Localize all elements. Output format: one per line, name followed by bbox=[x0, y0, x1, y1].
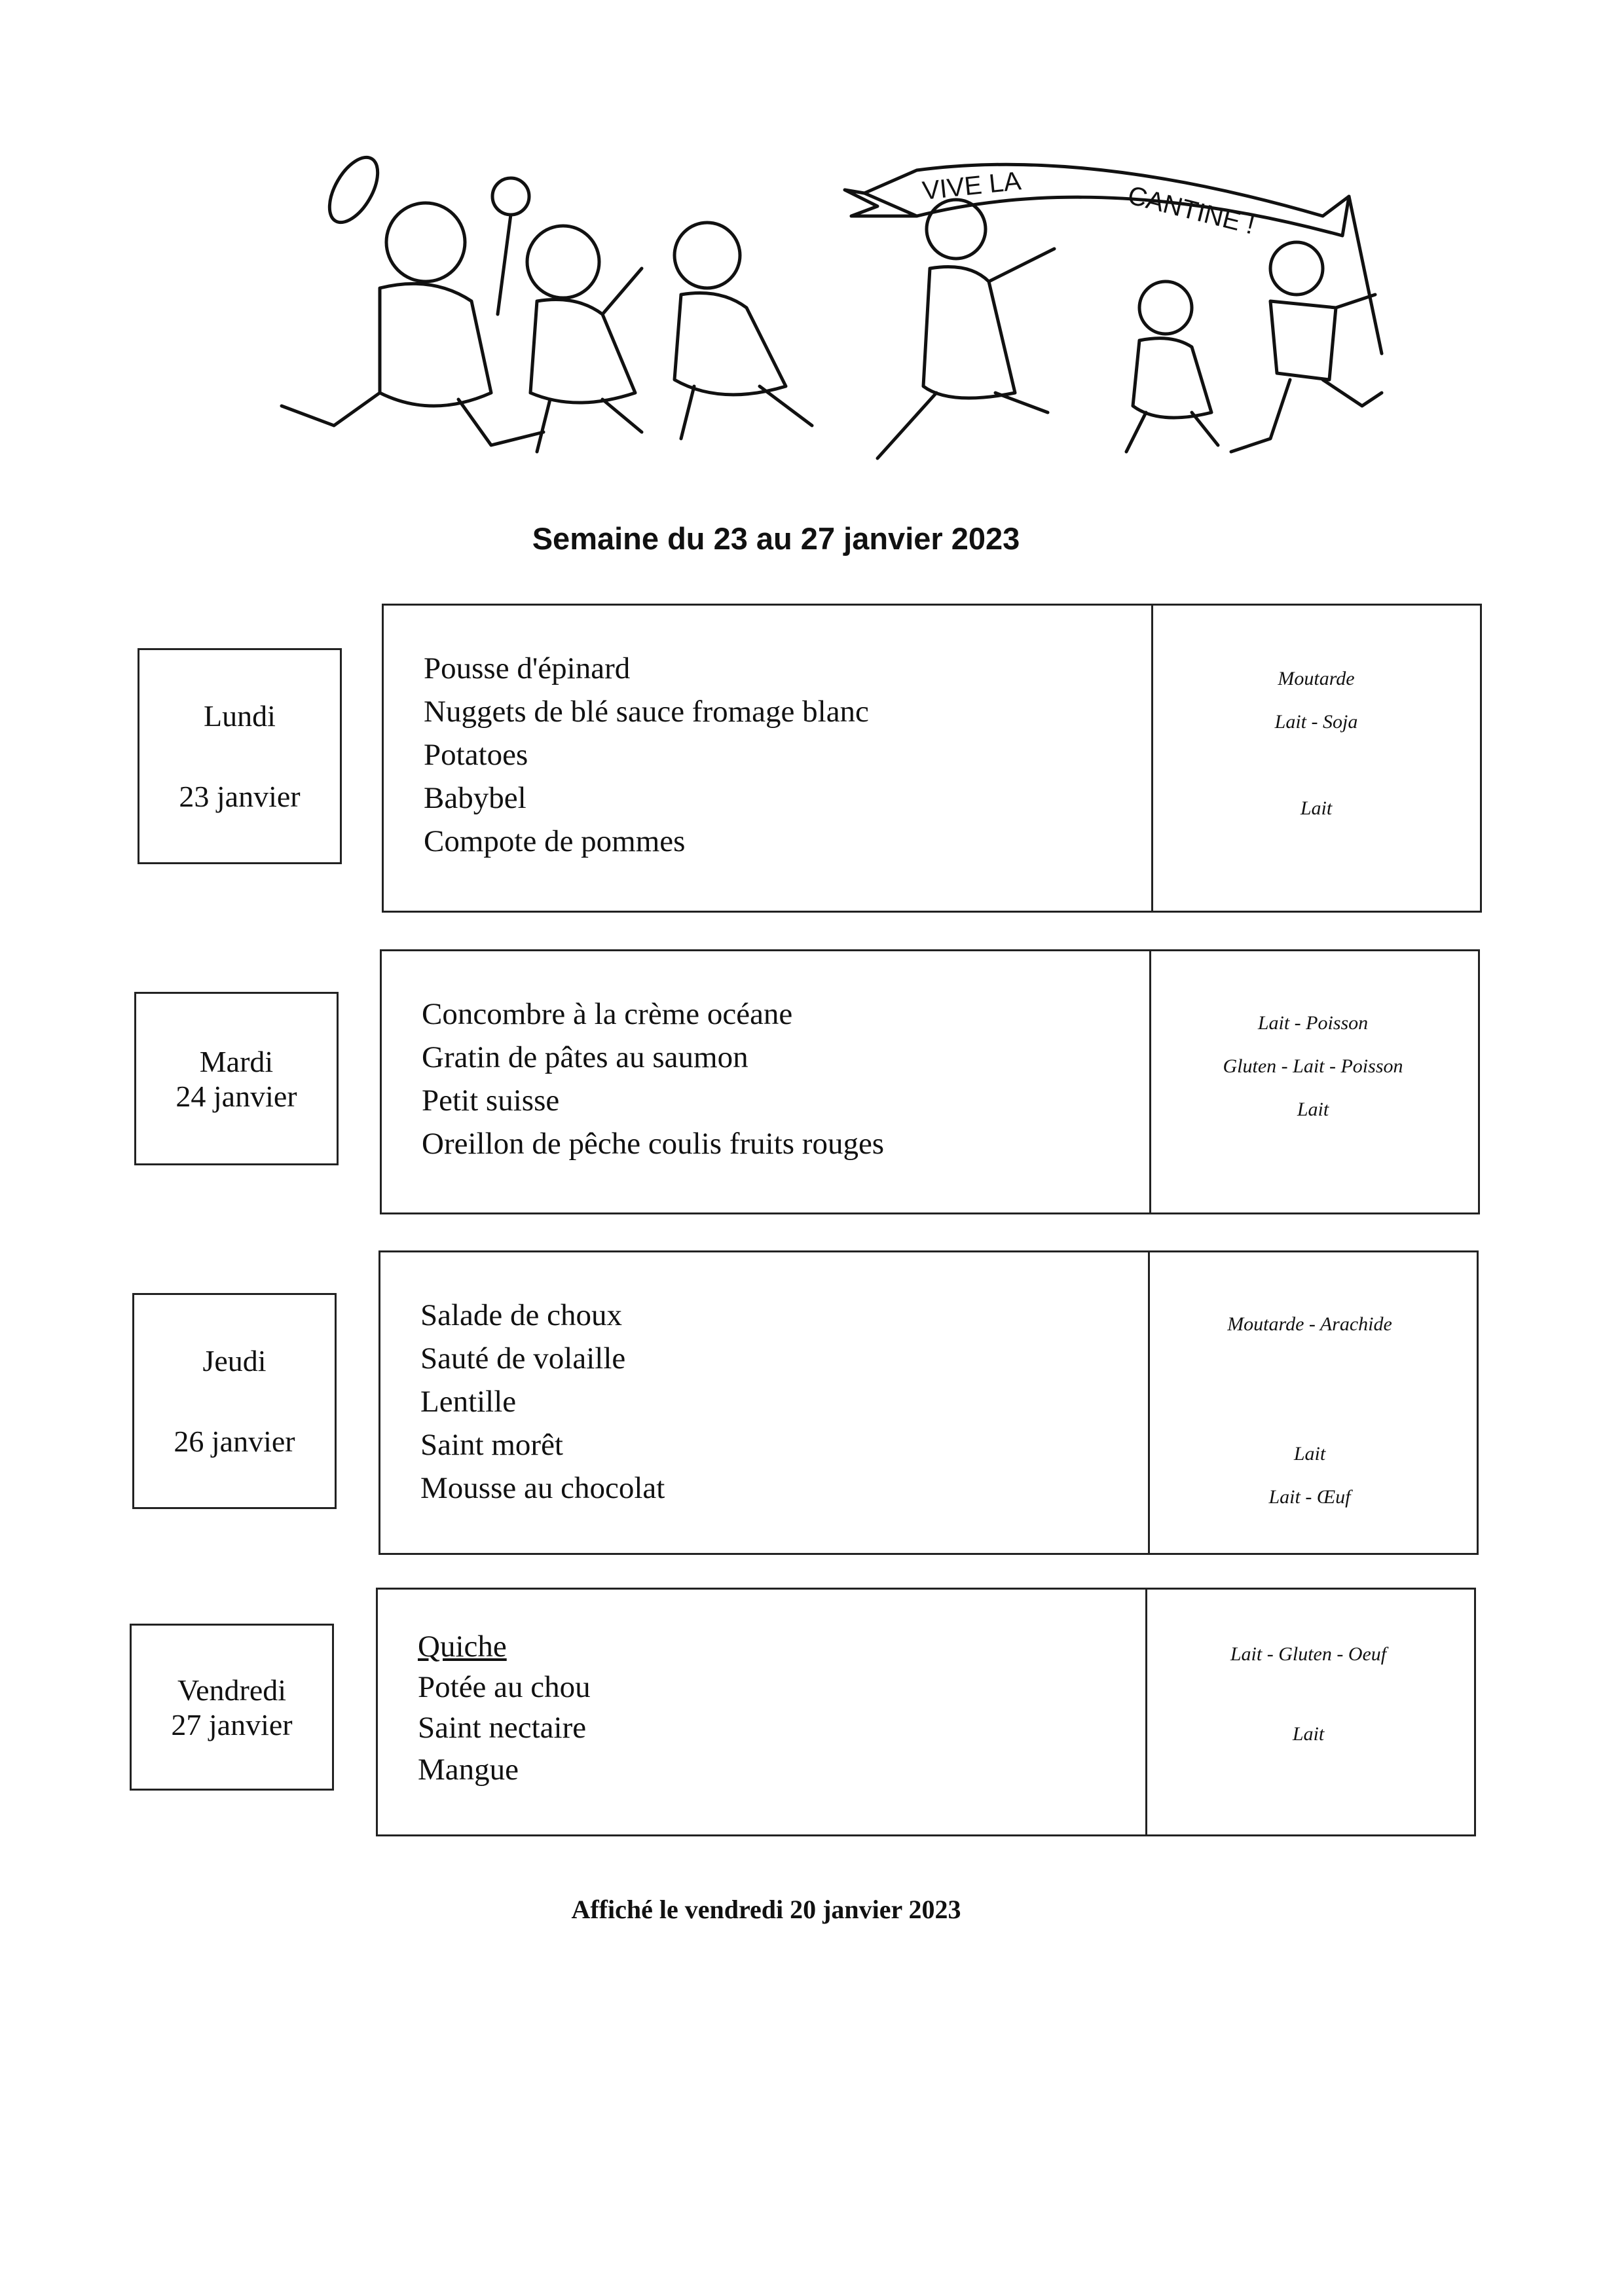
day-name: Vendredi bbox=[177, 1673, 287, 1707]
column-divider bbox=[1151, 606, 1153, 911]
dish-item: Sauté de volaille bbox=[420, 1341, 626, 1376]
dish-item: Salade de choux bbox=[420, 1298, 623, 1332]
cantine-banner-illustration bbox=[183, 144, 1414, 484]
banner-text-cantine: CANTINE ! bbox=[1124, 181, 1258, 240]
allergen-label: Moutarde - Arachide bbox=[1227, 1313, 1392, 1335]
allergen-label: Moutarde bbox=[1278, 668, 1355, 689]
day-date: 27 janvier bbox=[171, 1707, 293, 1741]
dish-item: Mousse au chocolat bbox=[420, 1471, 665, 1505]
dish-item: Babybel bbox=[424, 781, 526, 815]
allergen-label: Lait - Œuf bbox=[1268, 1486, 1351, 1508]
posted-date-footer: Affiché le vendredi 20 janvier 2023 bbox=[571, 1895, 961, 1924]
dish-item: Oreillon de pêche coulis fruits rouges bbox=[422, 1127, 885, 1161]
day-name: Mardi bbox=[199, 1044, 274, 1078]
dish-item: Petit suisse bbox=[422, 1084, 560, 1118]
day-box-jeudi bbox=[132, 1293, 337, 1509]
allergen-label: Lait - Soja bbox=[1274, 711, 1358, 733]
day-box-mardi bbox=[134, 992, 339, 1165]
allergen-label: Lait - Poisson bbox=[1257, 1012, 1369, 1034]
allergen-label: Lait - Gluten - Oeuf bbox=[1230, 1643, 1387, 1665]
day-name: Lundi bbox=[204, 699, 276, 733]
week-title: Semaine du 23 au 27 janvier 2023 bbox=[532, 521, 1020, 556]
dish-item: Lentille bbox=[420, 1385, 517, 1419]
dish-item: Saint morêt bbox=[420, 1428, 563, 1462]
dish-item: Gratin de pâtes au saumon bbox=[422, 1040, 748, 1074]
menu-box-lundi bbox=[382, 604, 1482, 913]
allergen-label: Lait bbox=[1300, 797, 1333, 819]
column-divider bbox=[1149, 951, 1151, 1212]
allergen-label: Lait bbox=[1293, 1443, 1326, 1465]
day-date: 26 janvier bbox=[174, 1425, 295, 1458]
dish-item: Mangue bbox=[418, 1753, 519, 1787]
column-divider bbox=[1145, 1590, 1147, 1834]
day-name: Jeudi bbox=[202, 1344, 267, 1377]
allergen-label: Gluten - Lait - Poisson bbox=[1223, 1055, 1403, 1077]
dish-item: Saint nectaire bbox=[418, 1711, 587, 1745]
allergen-label: Lait bbox=[1292, 1723, 1325, 1745]
dish-item: Pousse d'épinard bbox=[424, 651, 631, 685]
dish-item: Nuggets de blé sauce fromage blanc bbox=[424, 695, 869, 729]
allergen-label: Lait bbox=[1297, 1099, 1329, 1120]
day-box-vendredi bbox=[130, 1624, 334, 1791]
day-date: 23 janvier bbox=[179, 780, 301, 813]
menu-box-mardi bbox=[380, 949, 1480, 1214]
day-box-lundi bbox=[138, 648, 342, 864]
banner-text-vive: VIVE LA bbox=[921, 166, 1023, 206]
dish-item: Potatoes bbox=[424, 738, 528, 772]
menu-box-jeudi bbox=[378, 1250, 1479, 1555]
dish-item: Potée au chou bbox=[418, 1670, 591, 1704]
dish-item: Compote de pommes bbox=[424, 824, 686, 858]
dish-item: Concombre à la crème océane bbox=[422, 997, 793, 1031]
dish-item: Quiche bbox=[418, 1630, 507, 1664]
day-date: 24 janvier bbox=[175, 1079, 297, 1113]
